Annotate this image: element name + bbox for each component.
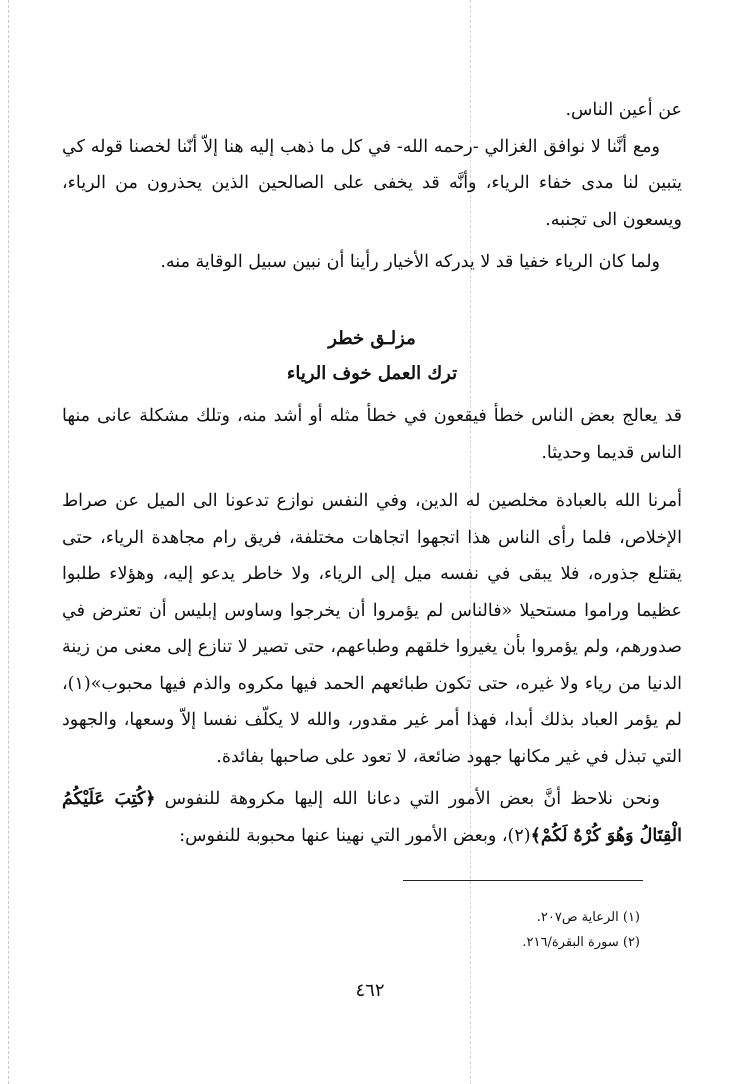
paragraph-3: ولما كان الرياء خفيا قد لا يدركه الأخيار رأينا أن نبين سبيل الوقاية منه. bbox=[160, 252, 660, 272]
paragraph-6-text-after: (٢)، وبعض الأمور التي نهينا عنها محبوبة للنفوس: bbox=[179, 825, 531, 846]
paragraph-4: قد يعالج بعض الناس خطأ فيقعون في خطأ مثله أو أشد منه، وتلك مشكلة عانى منها الناس قديما وحديثا. bbox=[62, 406, 682, 463]
footnote-separator bbox=[403, 880, 643, 881]
quran-verse: ﴿كُتِبَ عَلَيْكُمُ الْقِتَالُ وَهُوَ كُرْهٌ لَكُمْ﴾ bbox=[62, 789, 682, 846]
section-subheading: ترك العمل خوف الرياء bbox=[286, 363, 458, 384]
text-block-top bbox=[62, 92, 682, 281]
paragraph-6-text-before: ونحن نلاحظ أنَّ بعض الأمور التي دعانا الله إليها مكروهة للنفوس bbox=[164, 789, 660, 809]
paragraph-2: ومع أنَّنا لا نوافق الغزالي -رحمه الله- في كل ما ذهب إليه هنا إلاّ أنّنا لخصنا قوله كي يتبين لنا مدى خفاء الرياء، وأنَّه قد يخفى على الصالحين الذين يحذرون من الرياء، ويسعون الى تجنبه. bbox=[62, 136, 682, 230]
paragraph-1: عن أعين الناس. bbox=[565, 100, 682, 120]
paragraph-6 bbox=[62, 781, 682, 854]
section-heading: مزلـق خطر bbox=[328, 328, 416, 349]
footnotes bbox=[400, 905, 640, 955]
page-number: ٤٦٢ bbox=[355, 980, 385, 1001]
footnote-1: (١) الرعاية ص٢٠٧. bbox=[536, 910, 640, 925]
footnote-2: (٢) سورة البقرة/٢١٦. bbox=[522, 935, 640, 950]
paragraph-5: أمرنا الله بالعبادة مخلصين له الدين، وفي النفس نوازع تدعونا الى الميل عن صراط الإخلاص، فلما رأى الناس هذا اتجهوا اتجاهات مختلفة، فريق رام مجاهدة الرياء، حتى يقتلع جذوره، فلا يبقى في نفسه ميل إلى الرياء، ولا خاطر يدعو إليه، وهؤلاء طلبوا عظيما وراموا مستحيلا «فالناس لم يؤمروا أن يخرجوا وساوس إبليس أن تعترض في صدورهم، ولم يؤمروا بأن يغيروا خلقهم وطباعهم، حتى تصير لا تنازع إلى معنى من زينة الدنيا من رياء ولا غيره، حتى تكون طبائعهم الحمد فيها مكروه والذم فيها محبوب»(١)، لم يؤمر العباد بذلك أبدا، فهذا أمر غير مقدور، والله لا يكلّف نفسا إلاّ وسعها، والجهود التي تبذل في غير مكانها جهود ضائعة، لا تعود على صاحبها بفائدة. bbox=[62, 491, 682, 767]
scan-fold-line-left bbox=[8, 0, 9, 1084]
text-block-main bbox=[62, 398, 682, 854]
